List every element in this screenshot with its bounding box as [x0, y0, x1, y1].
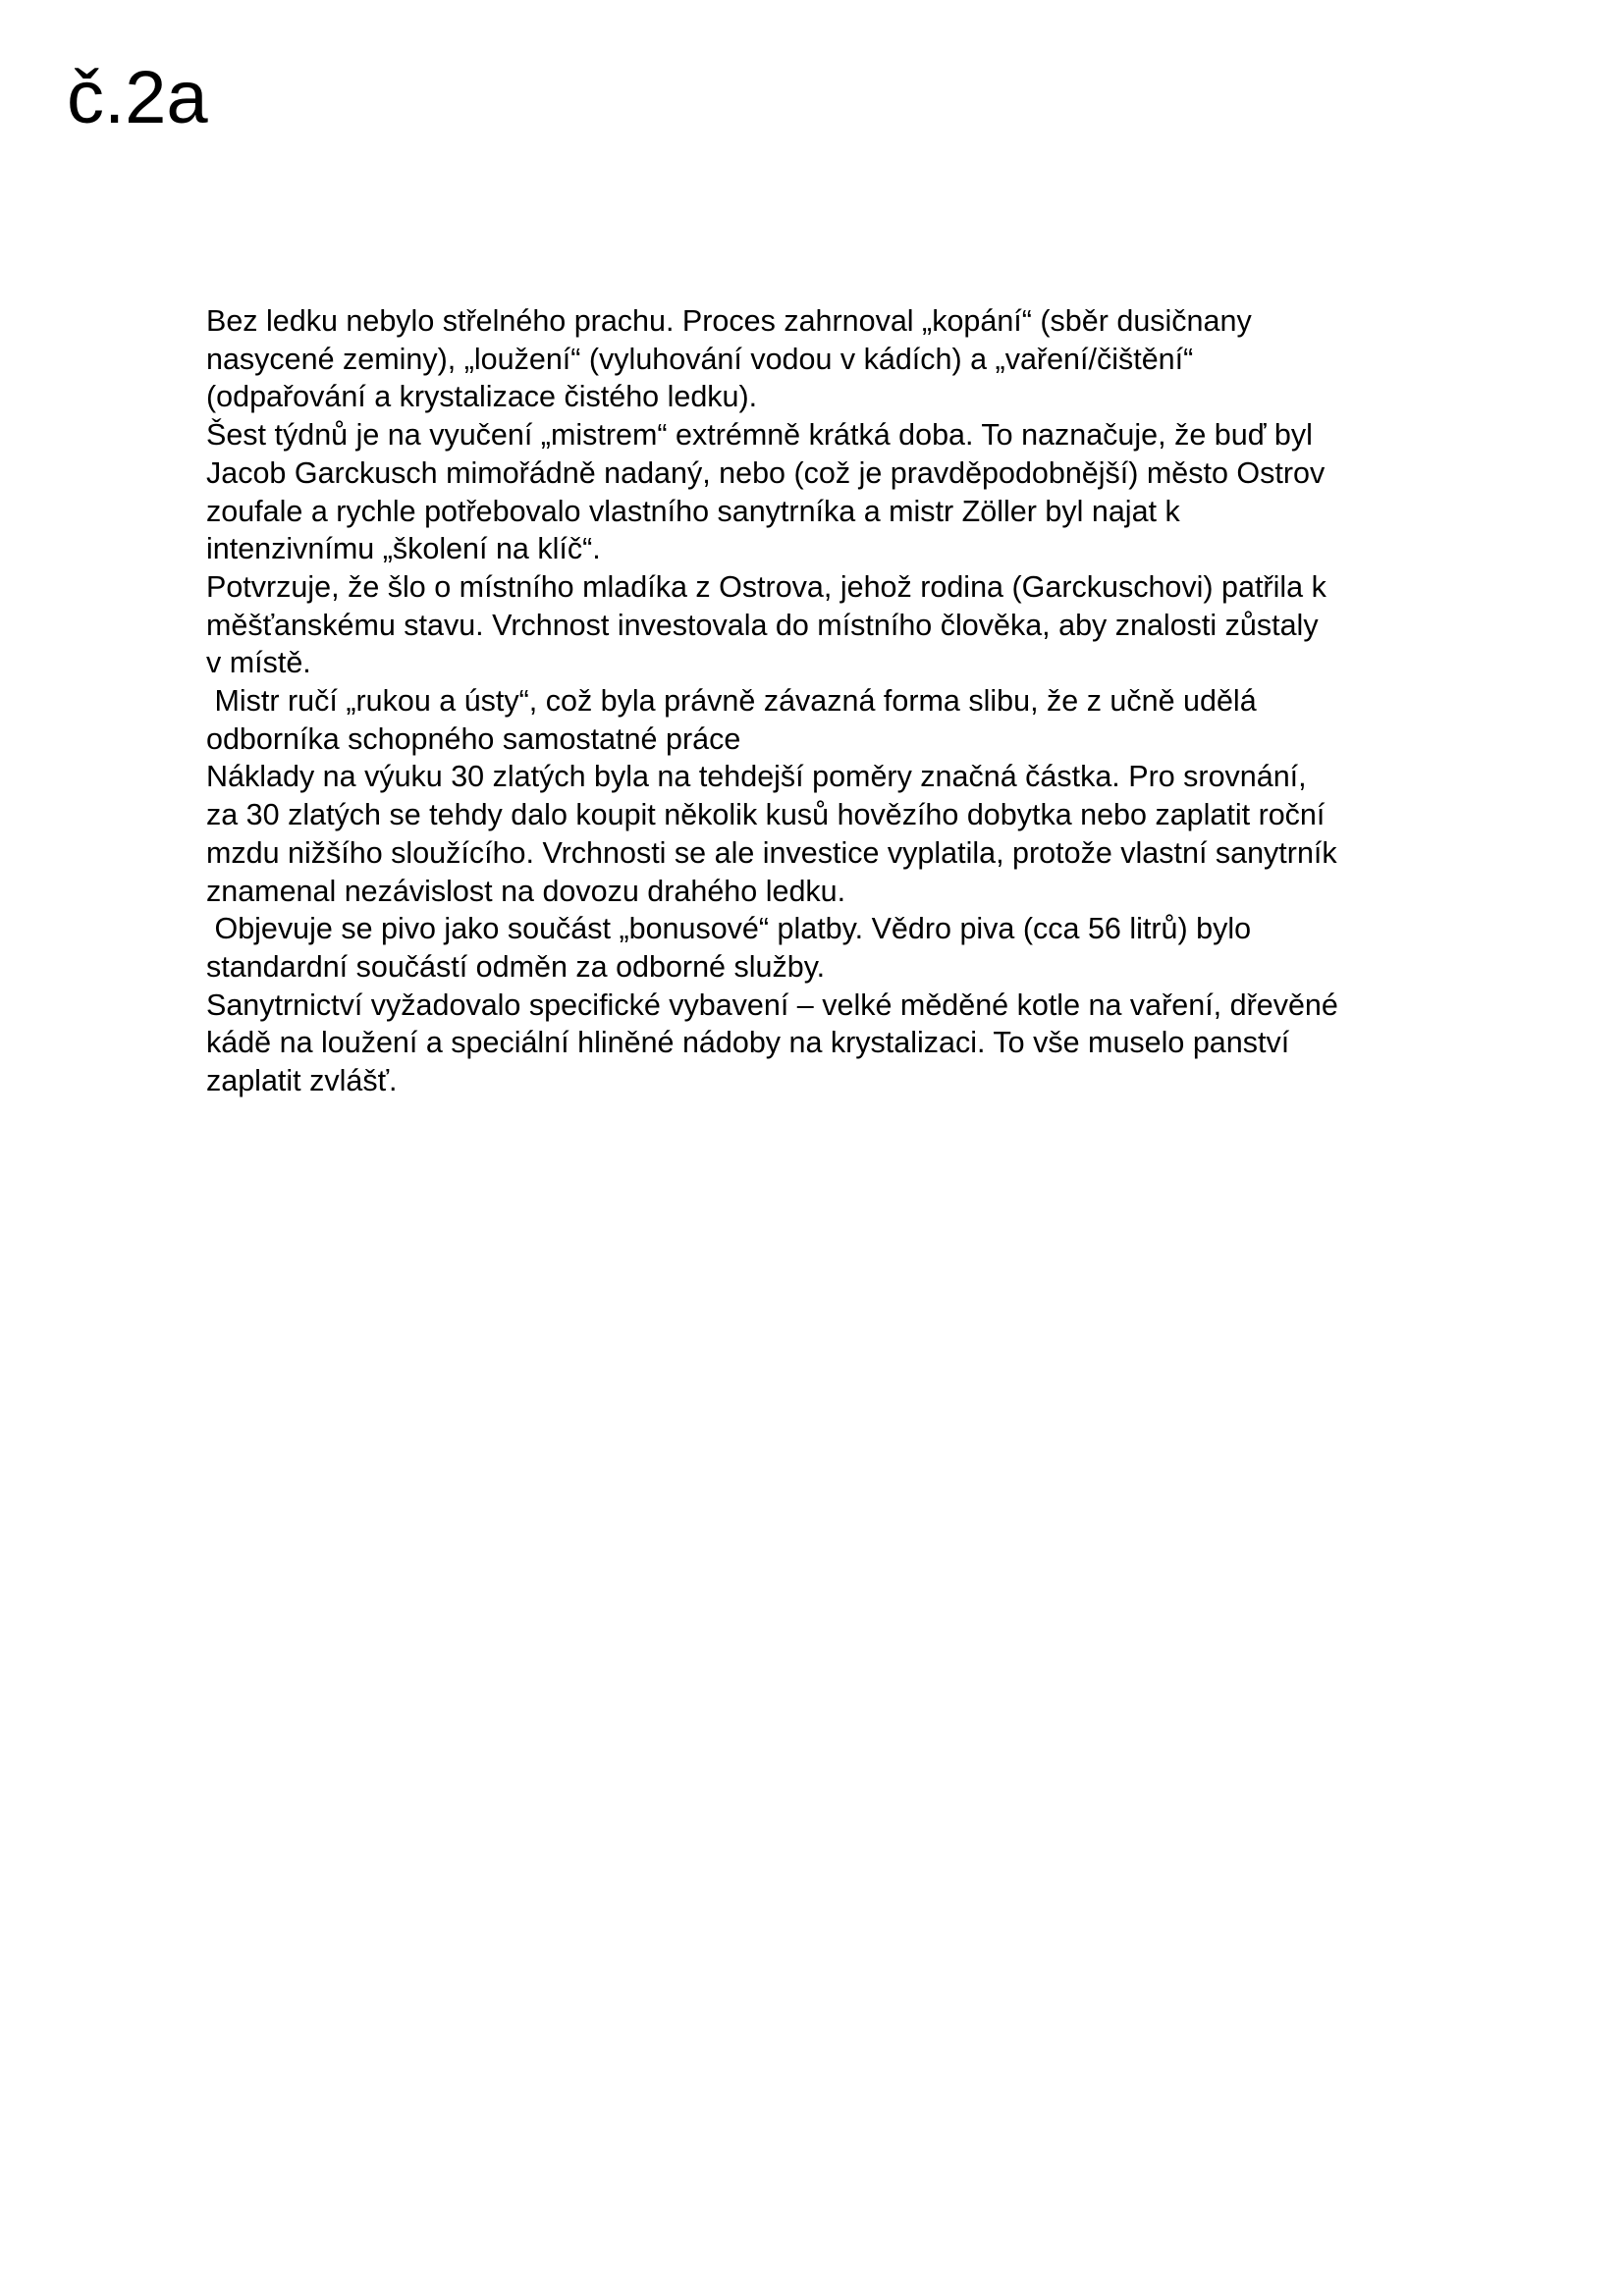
document-body [206, 302, 1473, 1100]
text-line: odborníka schopného samostatné práce [206, 721, 741, 756]
text-line: měšťanskému stavu. Vrchnost investovala do místního člověka, aby znalosti zůstaly [206, 608, 1319, 642]
text-line: za 30 zlatých se tehdy dalo koupit několik kusů hovězího dobytka nebo zaplatit roční [206, 798, 1326, 832]
text-line: Potvrzuje, že šlo o místního mladíka z Ostrova, jehož rodina (Garckuschovi) patřila k [206, 569, 1326, 604]
text-line: Sanytrnictví vyžadovalo specifické vybavení – velké měděné kotle na vaření, dřevěné [206, 988, 1338, 1022]
text-line: Šest týdnů je na vyučení „mistrem“ extrémně krátká doba. To naznačuje, že buď byl [206, 418, 1313, 453]
text-line: Objevuje se pivo jako součást „bonusové“ platby. Vědro piva (cca 56 litrů) bylo [206, 912, 1252, 946]
text-line: Náklady na výuku 30 zlatých byla na tehdejší poměry značná částka. Pro srovnání, [206, 760, 1307, 794]
text-line: znamenal nezávislost na dovozu drahého ledku. [206, 874, 846, 908]
page-title: č.2a [67, 56, 208, 139]
text-line: mzdu nižšího sloužícího. Vrchnosti se ale investice vyplatila, protože vlastní sanytrník [206, 835, 1337, 870]
text-line: Jacob Garckusch mimořádně nadaný, nebo (což je pravděpodobnější) město Ostrov [206, 455, 1326, 490]
text-line: (odpařování a krystalizace čistého ledku). [206, 380, 758, 414]
text-line: v místě. [206, 646, 311, 680]
text-line: intenzivnímu „školení na klíč“. [206, 532, 601, 566]
text-line: kádě na loužení a speciální hliněné nádoby na krystalizaci. To vše muselo panství [206, 1026, 1290, 1060]
text-line: zaplatit zvlášť. [206, 1064, 398, 1098]
text-line: zoufale a rychle potřebovalo vlastního sanytrníka a mistr Zöller byl najat k [206, 494, 1180, 528]
text-line: Bez ledku nebylo střelného prachu. Proces zahrnoval „kopání“ (sběr dusičnany [206, 304, 1252, 338]
text-line: Mistr ručí „rukou a ústy“, což byla právně závazná forma slibu, že z učně udělá [206, 684, 1257, 719]
text-line: standardní součástí odměn za odborné služby. [206, 949, 826, 984]
text-line: nasycené zeminy), „loužení“ (vyluhování vodou v kádích) a „vaření/čištění“ [206, 342, 1194, 376]
